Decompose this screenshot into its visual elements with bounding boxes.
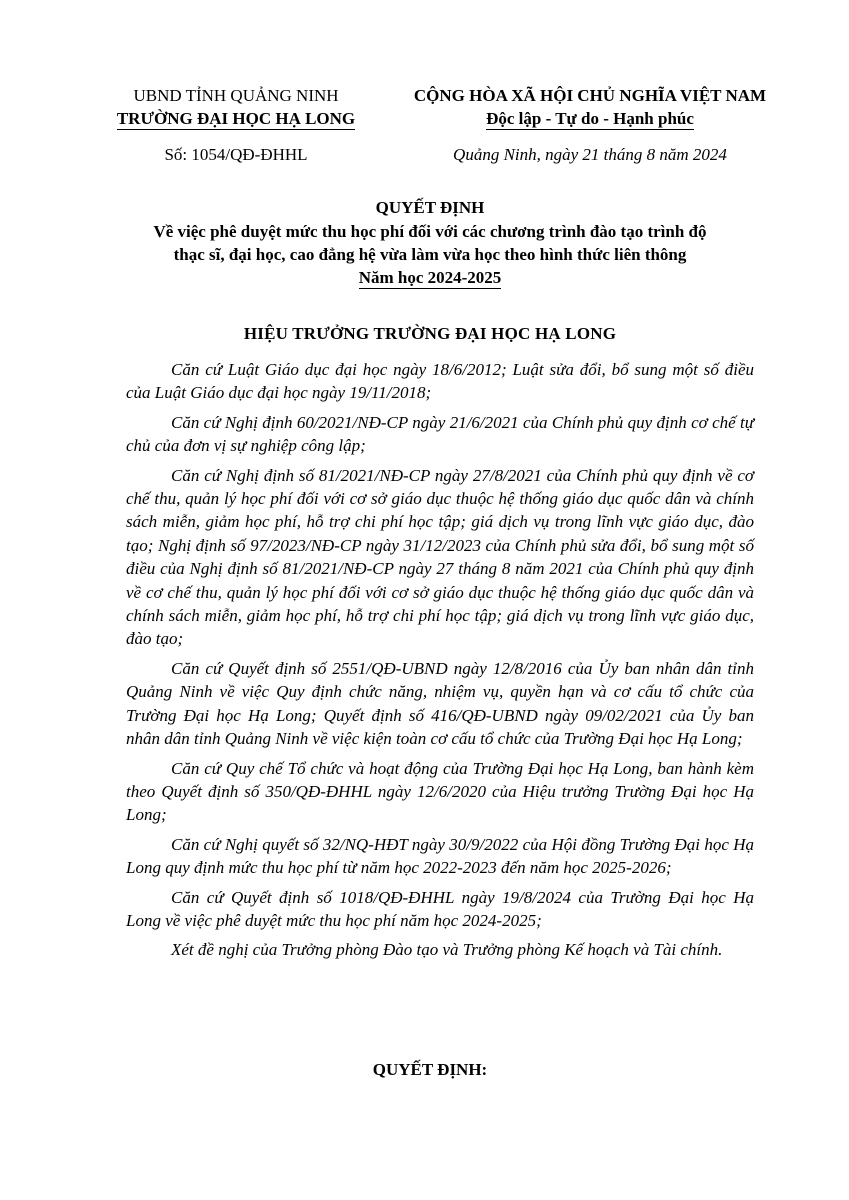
place-and-date: Quảng Ninh, ngày 21 tháng 8 năm 2024 bbox=[453, 145, 727, 164]
legal-basis-paragraph: Căn cứ Nghị định 60/2021/NĐ-CP ngày 21/6/2021 của Chính phủ quy định cơ chế tự chủ của đơn vị sự nghiệp công lập; bbox=[126, 412, 754, 456]
decision-heading: QUYẾT ĐỊNH: bbox=[372, 1060, 488, 1079]
parent-organization: UBND TỈNH QUẢNG NINH bbox=[133, 86, 339, 105]
issuing-organization bbox=[98, 84, 374, 167]
issuing-authority: HIỆU TRƯỞNG TRƯỜNG ĐẠI HỌC HẠ LONG bbox=[243, 324, 617, 343]
proposal-paragraph: Xét đề nghị của Trưởng phòng Đào tạo và Trưởng phòng Kế hoạch và Tài chính. bbox=[171, 940, 723, 960]
document-type: QUYẾT ĐỊNH bbox=[375, 198, 485, 217]
national-heading bbox=[390, 84, 790, 167]
nation-name: CỘNG HÒA XÃ HỘI CHỦ NGHĨA VIỆT NAM bbox=[413, 86, 767, 105]
legal-basis-paragraph: Căn cứ Quyết định số 1018/QĐ-ĐHHL ngày 19/8/2024 của Trường Đại học Hạ Long về việc phê duyệt mức thu học phí năm học 2024-2025; bbox=[126, 887, 754, 930]
organization-name: TRƯỜNG ĐẠI HỌC HẠ LONG bbox=[116, 109, 356, 128]
document-header bbox=[0, 84, 849, 174]
legal-basis-paragraph: Căn cứ Nghị định số 81/2021/NĐ-CP ngày 27/8/2021 của Chính phủ quy định về cơ chế thu, quản lý học phí đối với cơ sở giáo dục thuộc hệ thống giáo dục quốc dân và chính sách miễn, giảm học phí, hỗ trợ chi phí học tập; giá dịch vụ trong lĩnh vực giáo dục, đào tạo; Nghị định số 97/2023/NĐ-CP ngày 31/12/2023 của Chính phủ sửa đổi, bổ sung một số điều của Nghị định số 81/2021/NĐ-CP ngày 27 tháng 8 năm 2021 của Chính phủ quy định về cơ chế thu, quản lý học phí đối với cơ sở giáo dục thuộc hệ thống giáo dục quốc dân và chính sách miễn, giảm học phí, hỗ trợ chi phí học tập; giá dịch vụ trong lĩnh vực giáo dục, đào tạo; bbox=[126, 465, 754, 649]
legal-basis-paragraph: Căn cứ Luật Giáo dục đại học ngày 18/6/2012; Luật sửa đổi, bổ sung một số điều của Luật Giáo dục đại học ngày 19/11/2018; bbox=[126, 360, 754, 403]
decision-title bbox=[100, 196, 760, 289]
legal-basis-paragraph: Căn cứ Nghị quyết số 32/NQ-HĐT ngày 30/9/2022 của Hội đồng Trường Đại học Hạ Long quy định mức thu học phí từ năm học 2022-2023 đến năm học 2025-2026; bbox=[126, 834, 754, 878]
legal-bases bbox=[126, 358, 754, 968]
legal-basis-paragraph: Căn cứ Quy chế Tổ chức và hoạt động của Trường Đại học Hạ Long, ban hành kèm theo Quyết định số 350/QĐ-ĐHHL ngày 12/6/2020 của Hiệu trưởng Trường Đại học Hạ Long; bbox=[126, 758, 754, 825]
subject-line-2: thạc sĩ, đại học, cao đẳng hệ vừa làm vừa học theo hình thức liên thông bbox=[173, 245, 687, 264]
legal-basis-paragraph: Căn cứ Quyết định số 2551/QĐ-UBND ngày 12/8/2016 của Ủy ban nhân dân tỉnh Quảng Ninh về việc Quy định chức năng, nhiệm vụ, quyền hạn và cơ cấu tổ chức của Trường Đại học Hạ Long; Quyết định số 416/QĐ-UBND ngày 09/02/2021 của Ủy ban nhân dân tỉnh Quảng Ninh về việc kiện toàn cơ cấu tổ chức của Trường Đại học Hạ Long; bbox=[126, 658, 754, 749]
academic-year: Năm học 2024-2025 bbox=[358, 268, 502, 287]
national-motto: Độc lập - Tự do - Hạnh phúc bbox=[486, 109, 694, 128]
document-number: Số: 1054/QĐ-ĐHHL bbox=[164, 145, 308, 164]
subject-line-1: Về việc phê duyệt mức thu học phí đối với các chương trình đào tạo trình độ bbox=[153, 222, 707, 241]
